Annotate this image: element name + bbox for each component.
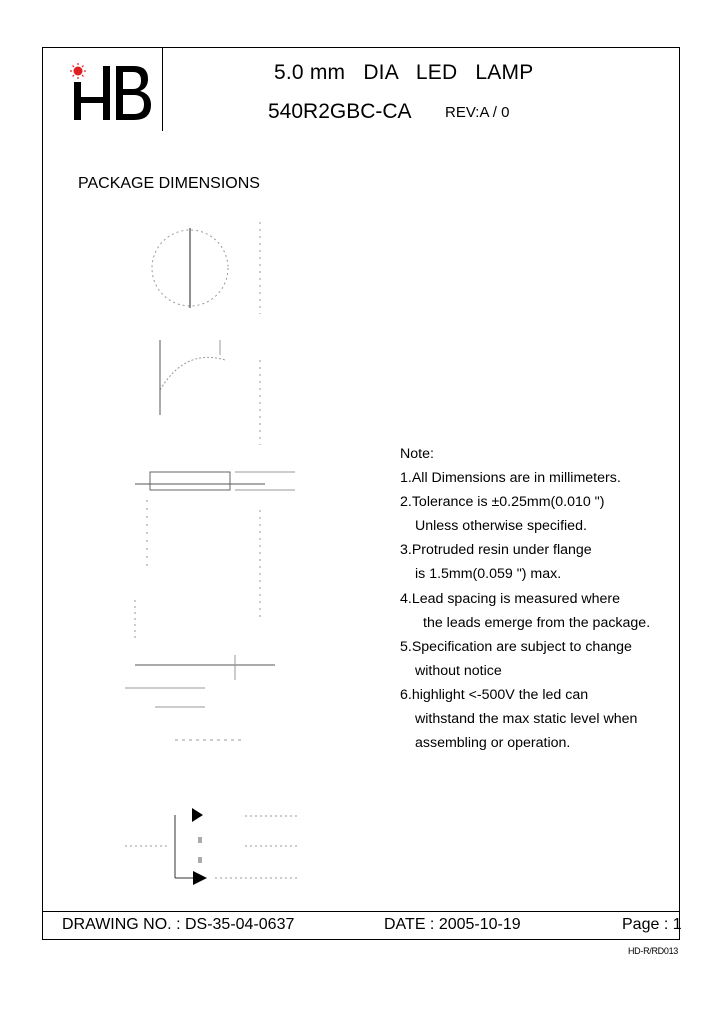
diode-symbol-2 [193, 871, 207, 885]
package-drawing [95, 210, 325, 900]
lens-profile [160, 357, 225, 390]
note-line: 2.Tolerance is ±0.25mm(0.010 ") [400, 494, 605, 511]
notes-block [400, 442, 650, 755]
header-divider [162, 47, 163, 131]
note-line: the leads emerge from the package. [423, 614, 651, 631]
note-line: assembling or operation. [415, 735, 571, 752]
company-logo [68, 62, 154, 124]
product-title: 5.0 mm DIA LED LAMP [274, 61, 534, 84]
page-number: Page : 1 [622, 916, 682, 933]
logo-dot [70, 63, 86, 79]
revision: REV:A / 0 [445, 104, 510, 121]
part-number: 540R2GBC-CA [268, 100, 412, 123]
footer-divider [42, 911, 680, 912]
drawing-date: DATE : 2005-10-19 [384, 916, 521, 933]
section-title: PACKAGE DIMENSIONS [78, 175, 260, 192]
note-line: 1.All Dimensions are in millimeters. [400, 470, 621, 487]
note-line: without notice [415, 662, 502, 679]
note-line: 5.Specification are subject to change [400, 638, 632, 655]
note-line: 4.Lead spacing is measured where [400, 590, 621, 607]
logo-letters [74, 66, 151, 120]
note-line: withstand the max static level when [415, 711, 638, 728]
flange [150, 472, 230, 490]
drawing-number: DRAWING NO. : DS-35-04-0637 [62, 916, 295, 933]
note-line: Unless otherwise specified. [415, 518, 587, 535]
notes-heading: Note: [400, 446, 434, 462]
note-line: 6.highlight <-500V the led can [400, 686, 589, 703]
diode-symbol-1 [192, 808, 203, 822]
note-line: is 1.5mm(0.059 ") max. [415, 566, 562, 583]
form-code: HD-R/RD013 [627, 946, 678, 956]
note-line: 3.Protruded resin under flange [400, 542, 592, 559]
